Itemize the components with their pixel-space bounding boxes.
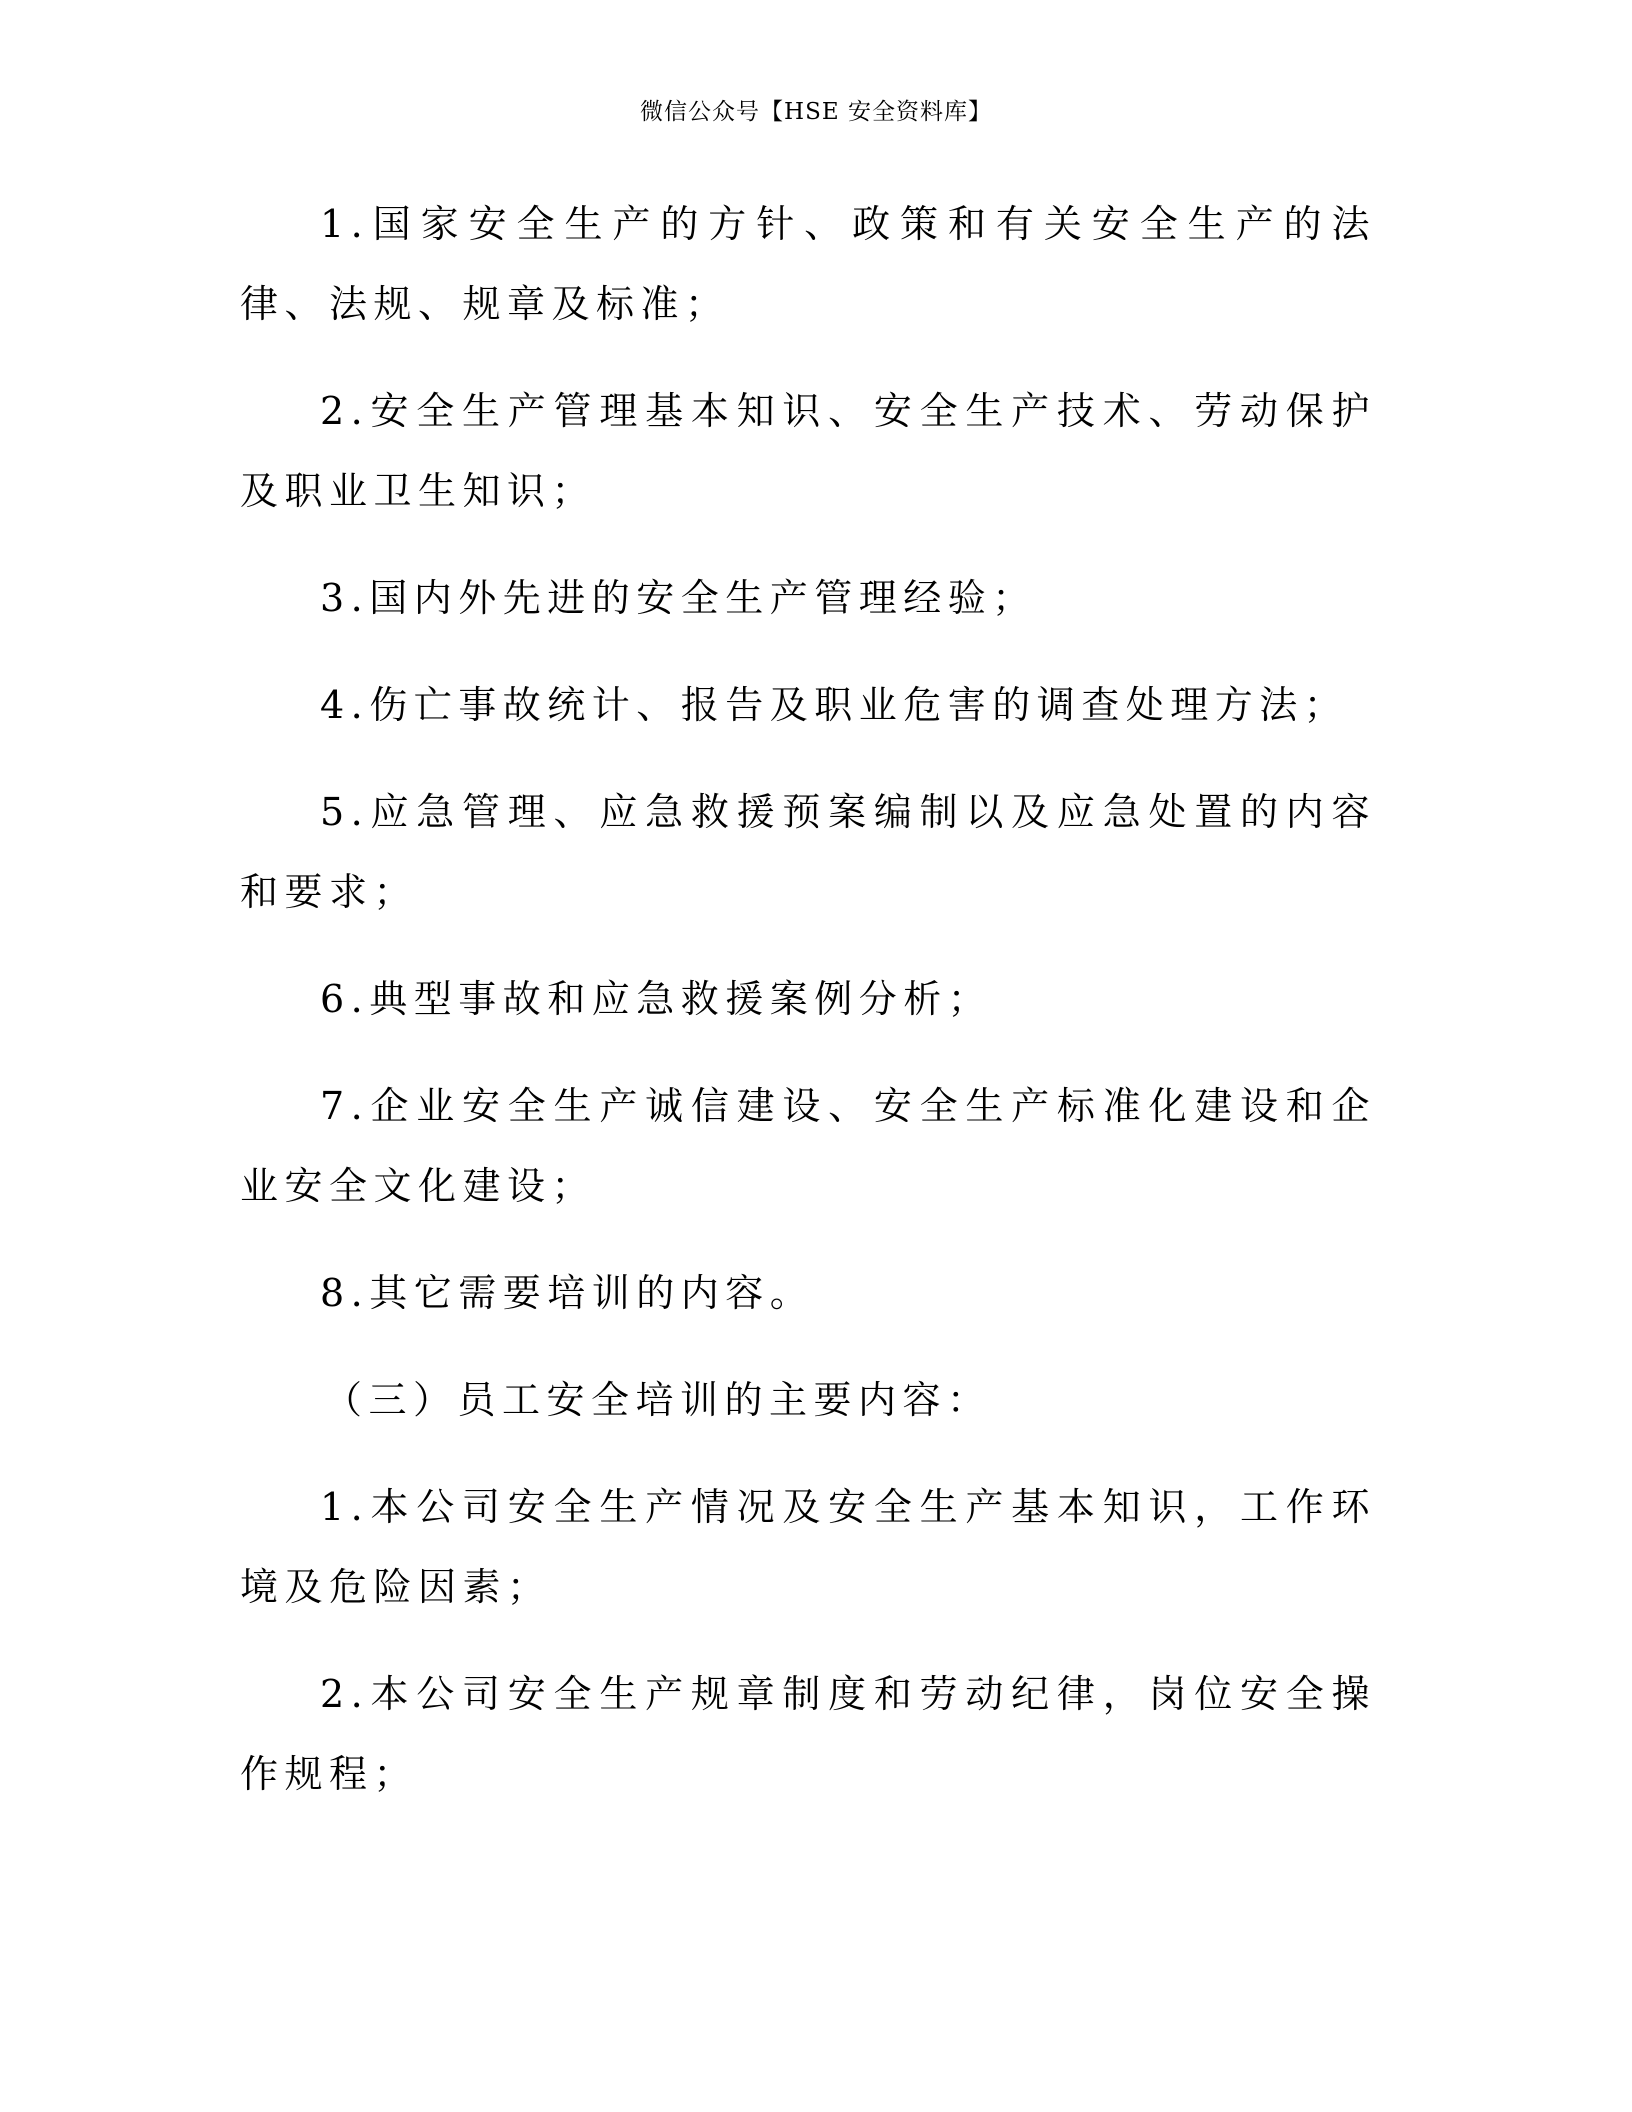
list-item-7-safety-culture: 7.企业安全生产诚信建设、安全生产标准化建设和企业安全文化建设； <box>240 1084 1376 1208</box>
list-item-1-policies: 1.国家安全生产的方针、政策和有关安全生产的法律、法规、规章及标准； <box>240 202 1376 326</box>
section-heading-employee-training: （三）员工安全培训的主要内容： <box>324 1378 992 1422</box>
list-item-3-experience: 3.国内外先进的安全生产管理经验； <box>320 576 1037 620</box>
list-item-employee-2: 2.本公司安全生产规章制度和劳动纪律，岗位安全操作规程； <box>240 1672 1376 1796</box>
list-item-8-other-content: 8.其它需要培训的内容。 <box>320 1271 815 1315</box>
document-body <box>240 184 1376 1841</box>
list-item-employee-1: 1.本公司安全生产情况及安全生产基本知识，工作环境及危险因素； <box>240 1485 1376 1609</box>
list-item-6-case-analysis: 6.典型事故和应急救援案例分析； <box>320 977 993 1021</box>
page-header: 微信公众号【HSE 安全资料库】 <box>640 99 992 125</box>
list-item-2-knowledge: 2.安全生产管理基本知识、安全生产技术、劳动保护及职业卫生知识； <box>240 389 1376 513</box>
list-item-4-accident-statistics: 4.伤亡事故统计、报告及职业危害的调查处理方法； <box>320 683 1349 727</box>
list-item-5-emergency-management: 5.应急管理、应急救援预案编制以及应急处置的内容和要求； <box>240 790 1376 914</box>
